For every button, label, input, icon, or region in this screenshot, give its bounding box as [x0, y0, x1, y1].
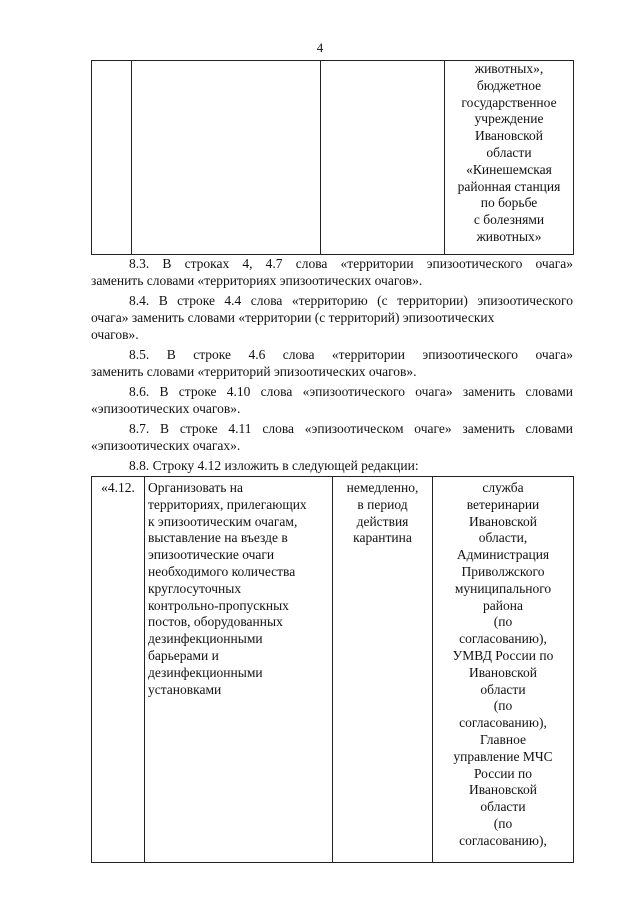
responsible-line: области, — [478, 530, 528, 546]
responsible-line: Ивановской — [468, 782, 538, 798]
responsible-line: учреждение — [474, 111, 544, 127]
amendment-paragraph — [91, 346, 573, 380]
measure-line: круглосуточных — [148, 580, 242, 596]
amendment-paragraph — [91, 420, 573, 454]
term-cell — [321, 61, 445, 255]
responsible-line: ветеринарии — [466, 496, 540, 512]
measure-line: установками — [148, 681, 222, 697]
paragraph-first-line: 8.3. В строках 4, 4.7 слова «территории эпизоотического очага» — [129, 256, 573, 271]
responsible-line: животных», — [474, 61, 544, 76]
term-text — [333, 480, 432, 547]
responsible-line: области — [480, 799, 526, 815]
measure-text — [148, 480, 332, 698]
paragraph-first-line: 8.5. В строке 4.6 слова «территории эпизоотического очага» — [129, 347, 573, 362]
responsible-line: бюджетное — [476, 77, 542, 93]
measure-line: необходимого количества — [148, 563, 296, 579]
responsible-line: (по — [493, 815, 513, 831]
paragraph-first-line: 8.6. В строке 4.10 слова «эпизоотического очага» заменить словами — [129, 384, 573, 399]
amendment-paragraph — [91, 255, 573, 289]
term-line: немедленно, — [346, 480, 419, 495]
responsible-line: УМВД России по — [452, 647, 554, 663]
responsible-line: области — [486, 144, 532, 160]
measure-line: выставление на въезде в — [148, 530, 288, 546]
responsible-line: (по — [493, 698, 513, 714]
responsible-line: государственное — [461, 94, 557, 110]
measure-line: контрольно-пропускных — [148, 597, 289, 613]
table-row — [92, 61, 574, 255]
continued-table — [91, 60, 574, 255]
amendment-paragraph — [91, 457, 573, 474]
responsible-text — [433, 480, 573, 850]
measure-line: эпизоотические очаги — [148, 547, 275, 563]
responsible-cell — [433, 477, 574, 863]
measure-line: дезинфекционными — [148, 664, 263, 680]
paragraph-line: очага» заменить словами «территории (с территорий) эпизоотических — [91, 310, 495, 325]
paragraph-line: «эпизоотических очагах». — [91, 438, 241, 453]
term-cell — [333, 477, 433, 863]
measure-line: барьерами и — [148, 647, 219, 663]
paragraph-line: заменить словами «территорий эпизоотических очагов». — [91, 364, 417, 379]
responsible-text — [445, 61, 573, 246]
responsible-line: (по — [493, 614, 513, 630]
amendment-paragraph — [91, 292, 573, 343]
number-cell — [92, 61, 132, 255]
measure-line: Организовать на — [148, 480, 243, 495]
measure-line: территориях, прилегающих — [148, 496, 307, 512]
responsible-line: «Кинешемская — [466, 161, 552, 177]
responsible-line: управление МЧС — [453, 748, 553, 764]
responsible-line: области — [480, 681, 526, 697]
paragraph-first-line: 8.7. В строке 4.11 слова «эпизоотическом очаге» заменить словами — [129, 421, 573, 436]
table-row — [92, 477, 574, 863]
responsible-line: муниципального — [454, 580, 552, 596]
measure-line: дезинфекционными — [148, 631, 263, 647]
row-4-12-table — [91, 476, 574, 863]
measure-line: к эпизоотическим очагам, — [148, 513, 298, 529]
term-line: в период — [357, 496, 408, 512]
page-number: 4 — [316, 40, 324, 55]
row-number: «4.12. — [101, 480, 135, 495]
measure-line: постов, оборудованных — [148, 614, 283, 630]
responsible-line: животных» — [476, 228, 542, 244]
paragraph-line: заменить словами «территориях эпизоотических очагов». — [91, 273, 423, 288]
paragraph-first-line: 8.8. Строку 4.12 изложить в следующей редакции: — [129, 458, 419, 473]
measure-cell — [145, 477, 333, 863]
paragraph-line: очагов». — [91, 327, 139, 342]
responsible-line: с болезнями — [473, 212, 545, 228]
term-line: действия — [356, 513, 409, 529]
responsible-line: Ивановской — [468, 513, 538, 529]
responsible-line: Приволжского — [461, 563, 545, 579]
paragraph-line: «эпизоотических очагов». — [91, 401, 241, 416]
responsible-line: согласованию), — [459, 631, 547, 647]
term-line: карантина — [353, 530, 412, 546]
paragraph-first-line: 8.4. В строке 4.4 слова «территорию (с территории) эпизоотического — [129, 293, 573, 308]
responsible-line: согласованию), — [459, 832, 547, 848]
responsible-line: районная станция — [457, 178, 561, 194]
responsible-line: Ивановской — [474, 128, 544, 144]
measure-cell — [132, 61, 321, 255]
responsible-line: района — [483, 597, 523, 613]
responsible-line: Главное — [479, 731, 527, 747]
amendment-paragraphs — [91, 255, 573, 477]
responsible-line: Ивановской — [468, 664, 538, 680]
responsible-cell — [445, 61, 574, 255]
responsible-line: по борьбе — [480, 195, 538, 211]
number-cell — [92, 477, 145, 863]
responsible-line: Администрация — [456, 547, 550, 563]
responsible-line: служба — [482, 480, 524, 495]
amendment-paragraph — [91, 383, 573, 417]
responsible-line: России по — [473, 765, 533, 781]
responsible-line: согласованию), — [459, 715, 547, 731]
